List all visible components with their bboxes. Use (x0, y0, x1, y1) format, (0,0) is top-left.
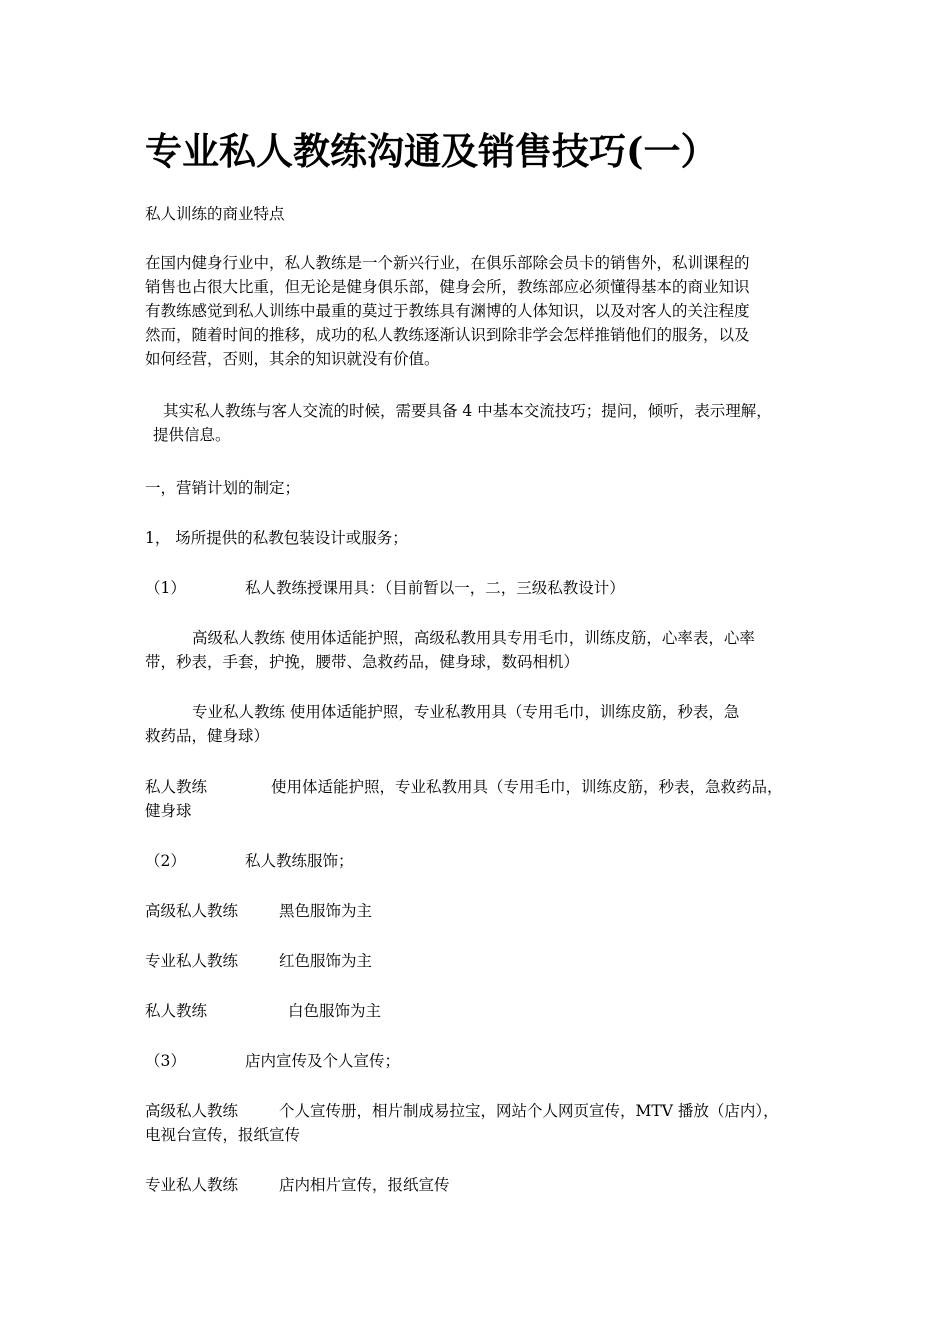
basic-trainer-label: 私人教练 (145, 778, 208, 796)
sub-item-2 (145, 849, 825, 873)
pro-promotion (145, 1173, 825, 1197)
attire-row (145, 999, 825, 1023)
intro-line: 然而，随着时间的推移，成功的私人教练逐渐认识到除非学会怎样推销他们的服务，以及 (145, 326, 750, 344)
skills-paragraph (145, 399, 825, 447)
intro-line: 有教练感觉到私人训练中最重的莫过于教练具有渊博的人体知识，以及对客人的关注程度 (145, 302, 750, 320)
attire-label: 私人教练 (145, 1002, 208, 1020)
attire-value: 黑色服饰为主 (279, 902, 373, 920)
intro-paragraph (145, 251, 825, 371)
pro-equipment-line: 专业私人教练 使用体适能护照，专业私教用具（专用毛巾，训练皮筋，秒表，急 (192, 703, 740, 721)
intro-line: 销售也占很大比重，但无论是健身俱乐部，健身会所，教练部应必须懂得基本的商业知识 (145, 278, 750, 296)
sub-item-2-number: （2） (145, 852, 186, 870)
senior-equipment-line: 高级私人教练 使用体适能护照，高级私教用具专用毛巾，训练皮筋，心率表，心率 (192, 629, 755, 647)
pro-promotion-value: 店内相片宣传，报纸宣传 (279, 1176, 450, 1194)
senior-promotion-label: 高级私人教练 (145, 1102, 239, 1120)
attire-value: 白色服饰为主 (288, 1002, 382, 1020)
attire-label: 专业私人教练 (145, 952, 239, 970)
attire-value: 红色服饰为主 (279, 952, 373, 970)
item-one: 1， 场所提供的私教包装设计或服务； (145, 529, 408, 547)
intro-line: 如何经营，否则，其余的知识就没有价值。 (145, 350, 440, 368)
sub-item-3-number: （3） (145, 1052, 186, 1070)
basic-equipment-line: 健身球 (145, 802, 192, 820)
senior-equipment-line: 带，秒表，手套，护挽，腰带、急救药品，健身球，数码相机） (145, 653, 580, 671)
basic-trainer-equipment (145, 775, 825, 820)
section-one-heading: 一，营销计划的制定； (145, 479, 301, 497)
attire-label: 高级私人教练 (145, 902, 239, 920)
sub-item-3 (145, 1049, 825, 1073)
pro-promotion-label: 专业私人教练 (145, 1176, 239, 1194)
document-title: 专业私人教练沟通及销售技巧(一） (145, 129, 718, 173)
sub-item-3-text: 店内宣传及个人宣传； (245, 1052, 401, 1070)
senior-promotion-line: 个人宣传册，相片制成易拉宝，网站个人网页宣传，MTV 播放（店内）， (279, 1102, 779, 1120)
pro-equipment-line: 救药品，健身球） (145, 727, 270, 745)
attire-row (145, 899, 825, 923)
senior-trainer-equipment (145, 626, 825, 674)
intro-line: 在国内健身行业中，私人教练是一个新兴行业，在俱乐部除会员卡的销售外，私训课程的 (145, 254, 750, 272)
senior-promotion-line: 电视台宣传，报纸宣传 (145, 1126, 301, 1144)
sub-item-1-number: （1） (145, 579, 186, 597)
basic-equipment-line: 使用体适能护照，专业私教用具（专用毛巾，训练皮筋，秒表，急救药品， (271, 778, 783, 796)
section-heading: 私人训练的商业特点 (145, 205, 285, 223)
sub-item-2-text: 私人教练服饰； (245, 852, 354, 870)
attire-row (145, 949, 825, 973)
senior-promotion (145, 1099, 825, 1144)
sub-item-1 (145, 576, 825, 600)
skills-line: 提供信息。 (153, 426, 231, 444)
sub-item-1-text: 私人教练授课用具：（目前暂以一，二，三级私教设计） (245, 579, 625, 597)
pro-trainer-equipment (145, 700, 825, 748)
skills-line: 其实私人教练与客人交流的时候，需要具备 4 中基本交流技巧；提问，倾听，表示理解， (163, 402, 772, 420)
